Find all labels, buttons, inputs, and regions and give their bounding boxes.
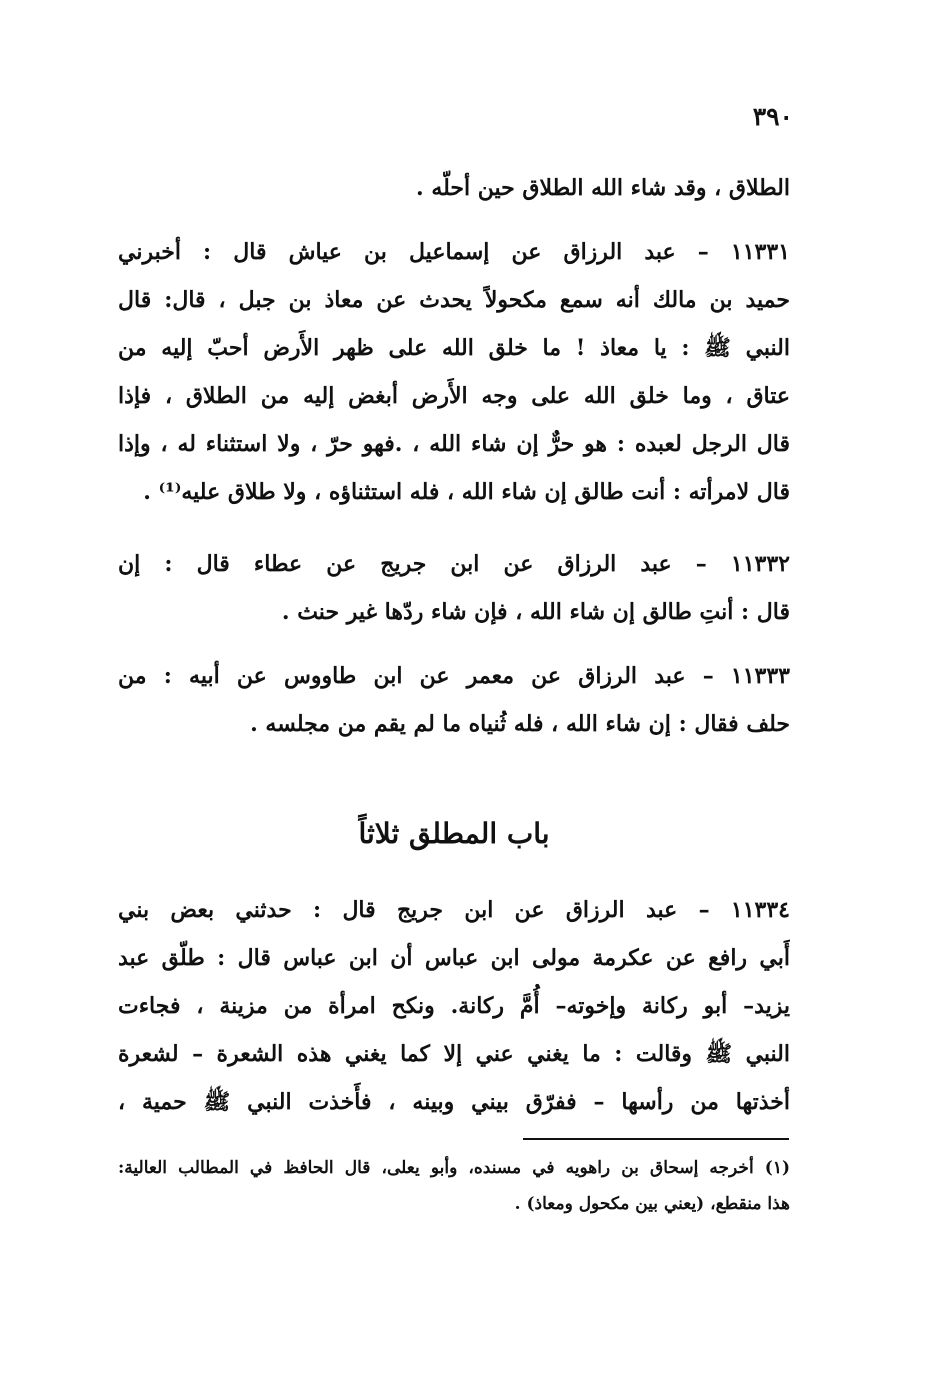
hadith-11333 [118,652,790,748]
text-line: قال : أنتِ طالق إن شاء الله ، فإن شاء ردّها غير حنث . [281,599,790,625]
text-line: حلف فقال : إن شاء الله ، فله ثُنياه ما لم يقم من مجلسه . [250,711,790,737]
text-line: حميد بن مالك أنه سمع مكحولاً يحدث عن معاذ بن جبل ، قال: قال [118,287,790,313]
hadith-11334 [118,886,790,1126]
text-line: قال الرجل لعبده : هو حرٌّ إن شاء الله ، .فهو حرّ ، ولا استثناء له ، وإذا [118,431,790,457]
footnote-line: هذا منقطع، (يعني بين مكحول ومعاذ) . [514,1194,790,1214]
text-line: ١١٣٣١ – عبد الرزاق عن إسماعيل بن عياش قال : أخبرني [118,239,790,265]
text-line: النبي ﷺ : يا معاذ ! ما خلق الله على ظهر الأَرض أحبّ إليه من [118,335,790,361]
footnote [118,1150,790,1222]
text-line: عتاق ، وما خلق الله على وجه الأَرض أبغض إليه من الطلاق ، فإذا [118,383,790,409]
text-line: ١١٣٣٤ – عبد الرزاق عن ابن جريج قال : حدثني بعض بني [118,897,790,923]
footnote-divider [523,1138,789,1140]
continuation-paragraph [118,164,790,212]
text-line: يزيد– أبو ركانة وإخوته– أُمَّ ركانة. ونكح امرأة من مزينة ، فجاءت [118,993,790,1019]
page-number: ٣٩٠ [752,102,793,131]
section-heading: باب المطلق ثلاثاً [358,817,550,850]
hadith-11331 [118,228,790,516]
text-line: قال لامرأته : أنت طالق إن شاء الله ، فله استثناؤه ، ولا طلاق عليه⁽¹⁾ . [143,479,790,505]
text-line: أَبي رافع عن عكرمة مولى ابن عباس أن ابن عباس قال : طلّق عبد [118,945,790,971]
text-line: الطلاق ، وقد شاء الله الطلاق حين أحلّه . [416,175,790,201]
text-line: ١١٣٣٢ – عبد الرزاق عن ابن جريج عن عطاء قال : إن [118,551,790,577]
footnote-line: (١) أخرجه إسحاق بن راهويه في مسنده، وأبو يعلى، قال الحافظ في المطالب العالية: [118,1158,790,1178]
text-line: ١١٣٣٣ – عبد الرزاق عن معمر عن ابن طاووس عن أبيه : من [118,663,790,689]
text-line: أخذتها من رأسها – ففرّق بيني وبينه ، فأَخذت النبي ﷺ حمية ، [118,1089,790,1115]
hadith-11332 [118,540,790,636]
text-line: النبي ﷺ وقالت : ما يغني عني إلا كما يغني هذه الشعرة – لشعرة [118,1041,790,1067]
